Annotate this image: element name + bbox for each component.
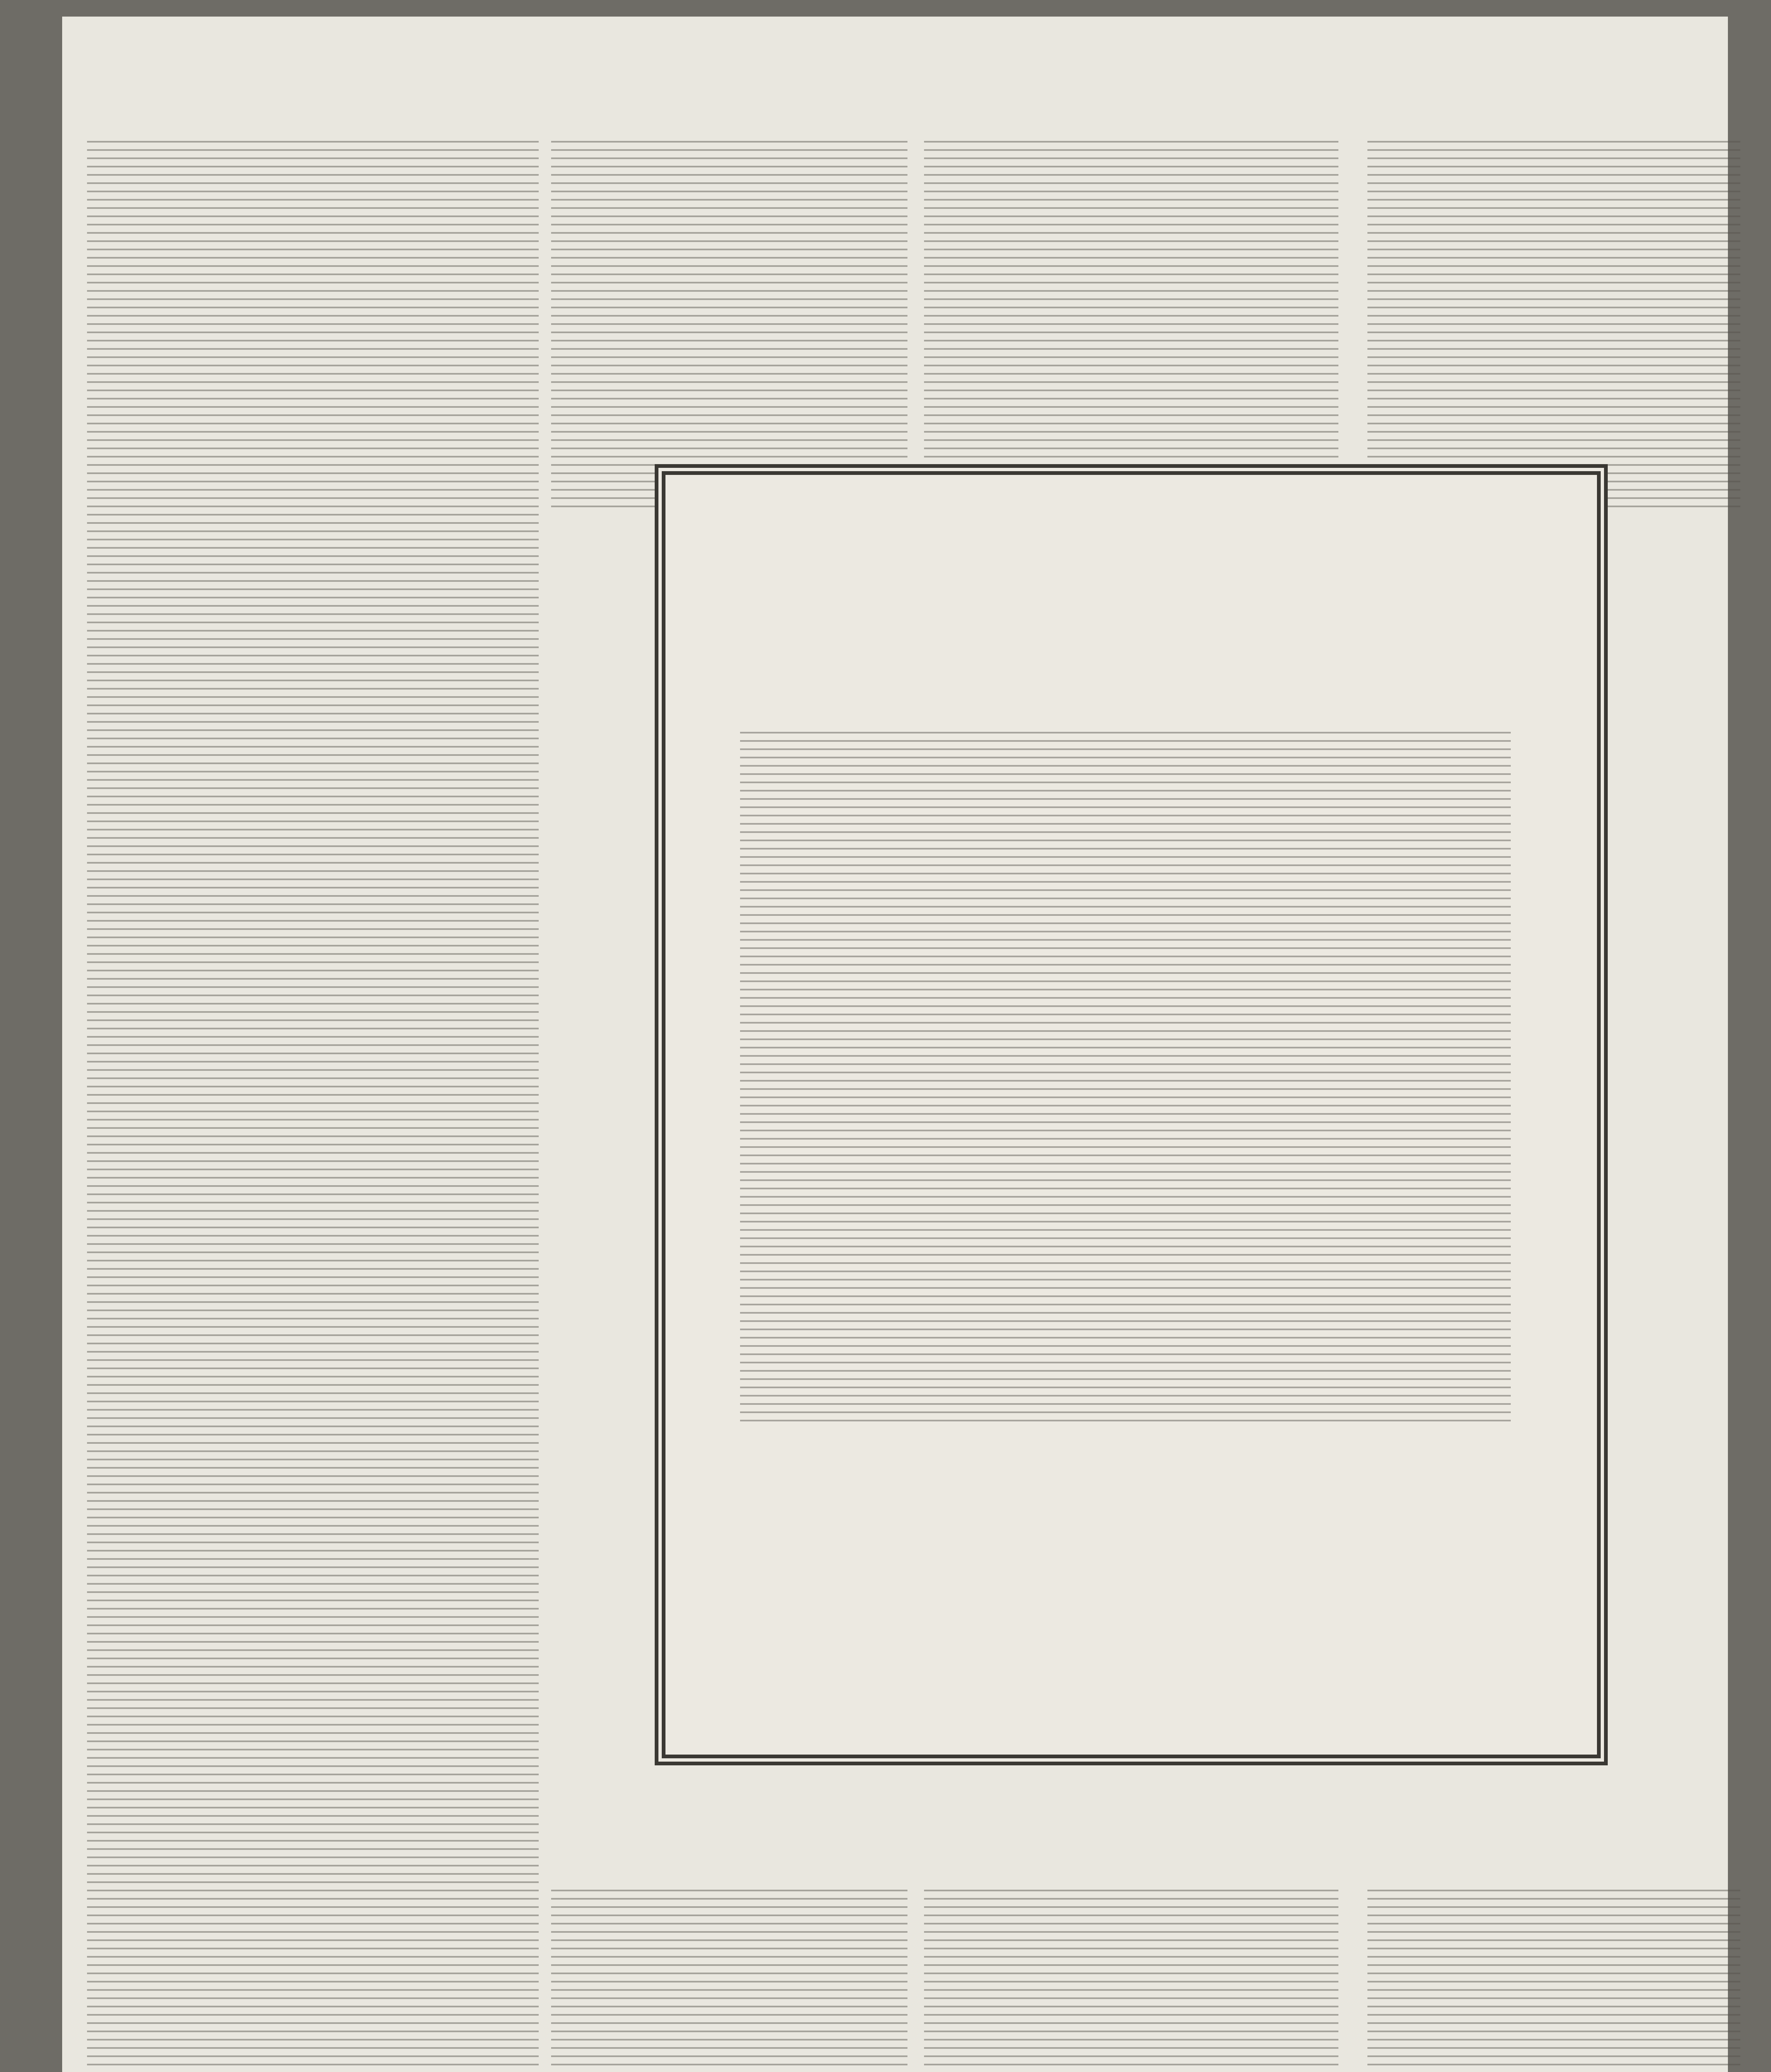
lower-col-4-text-block — [1367, 1890, 1740, 2072]
frame-inner-text-block — [740, 732, 1511, 1428]
column-2-text-block — [551, 141, 907, 514]
newspaper-page — [62, 17, 1728, 2072]
column-3-text-block — [924, 141, 1338, 514]
lower-col-2-text-block — [551, 1890, 907, 2072]
column-4-text-block — [1367, 141, 1740, 514]
lower-col-3-text-block — [924, 1890, 1338, 2072]
ornamental-frame — [655, 464, 1608, 1765]
column-left-text-block — [87, 141, 539, 2072]
